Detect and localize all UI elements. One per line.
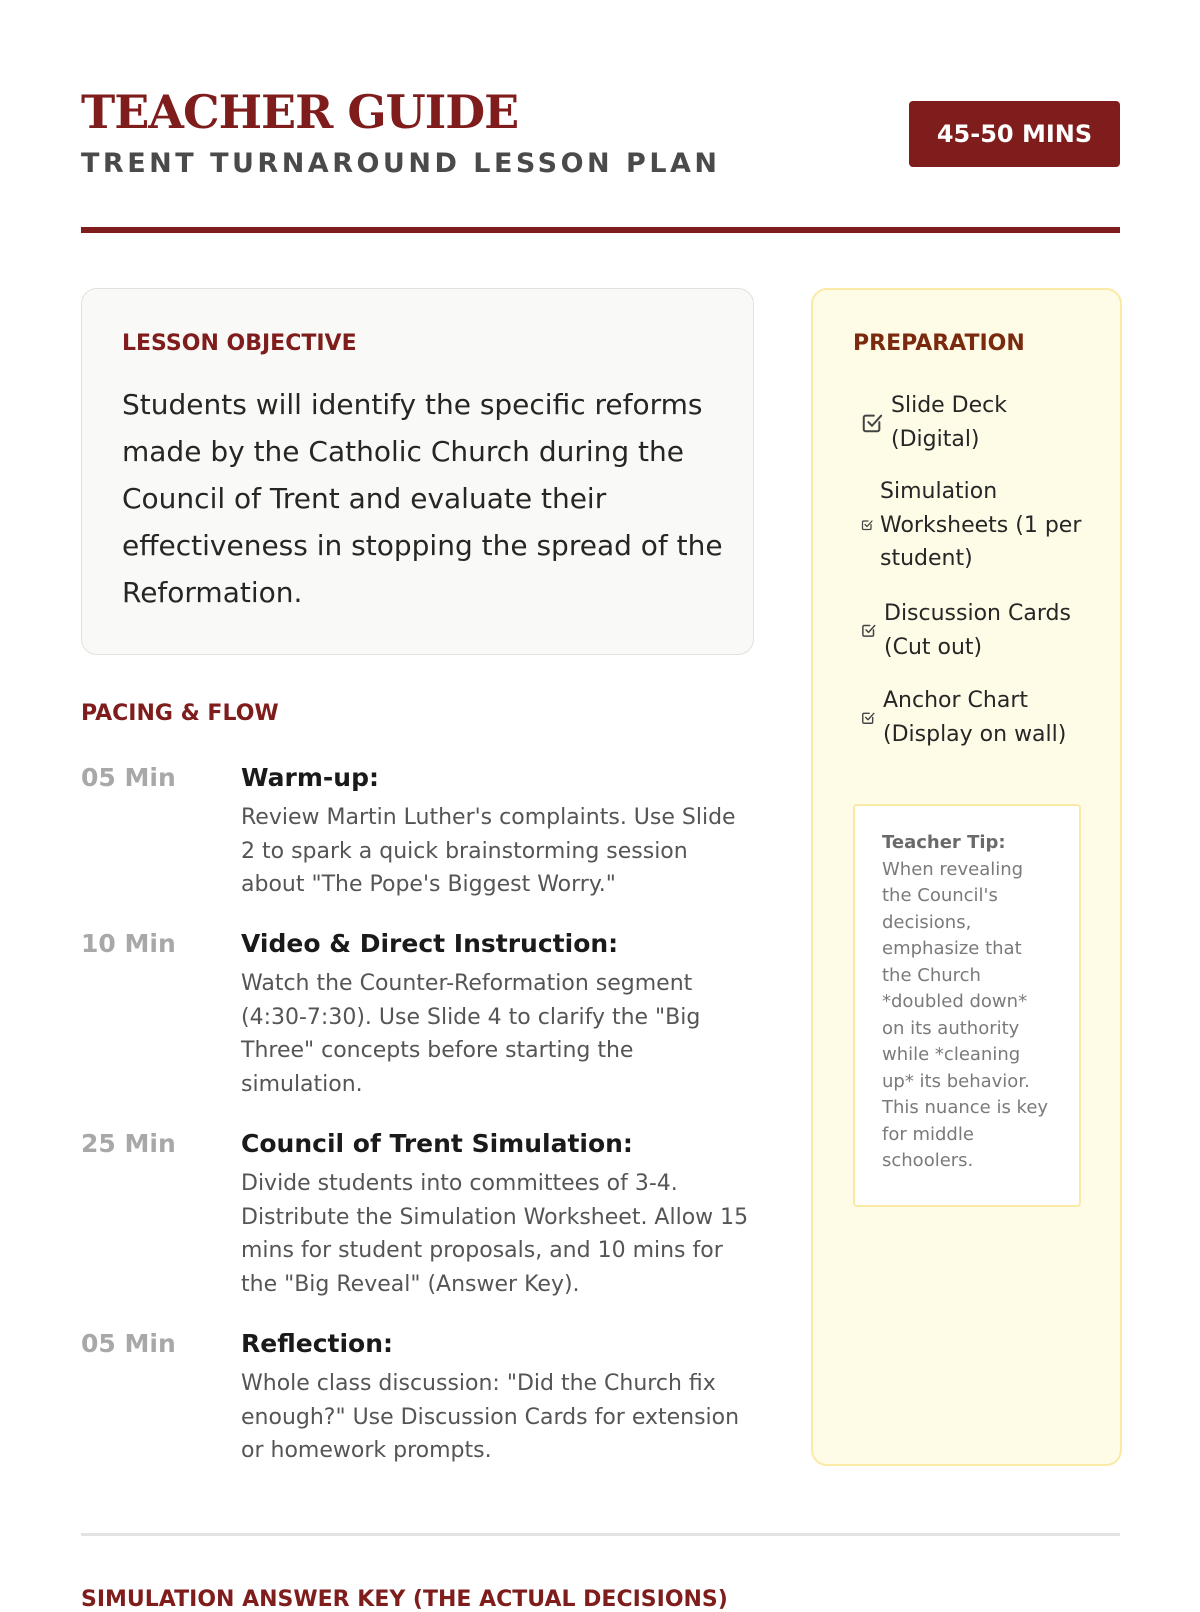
checkbox-checked-icon [853, 412, 891, 434]
teacher-tip-text: When revealing the Council's decisions, emphasize that the Church *doubled down* on its authority while *cleaning up* its behavior. This nuance is key for middle schoolers. [882, 858, 1049, 1171]
pacing-step-description: Divide students into committees of 3-4. Distribute the Simulation Worksheet. Allow 15 mins for student proposals, and 10 mins for the "Big Reveal" (Answer Key). [241, 1171, 749, 1297]
preparation-item-text: Discussion Cards (Cut out) [884, 601, 1071, 660]
lesson-objective-heading: LESSON OBJECTIVE [122, 331, 357, 356]
pacing-step-description: Review Martin Luther's complaints. Use Slide 2 to spark a quick brainstorming session about "The Pope's Biggest Worry." [241, 805, 736, 897]
duration-badge: 45-50 MINS [909, 101, 1120, 167]
pacing-step-title: Warm-up: [241, 763, 380, 792]
page-title: TEACHER GUIDE [81, 85, 519, 139]
pacing-heading: PACING & FLOW [81, 701, 279, 726]
teacher-tip-box [853, 804, 1081, 1207]
pacing-step-description: Watch the Counter-Reformation segment (4:30-7:30). Use Slide 4 to clarify the "Big Three" concepts before starting the simulation. [241, 971, 701, 1097]
preparation-item-text: Slide Deck (Digital) [891, 393, 1007, 452]
pacing-step-title: Video & Direct Instruction: [241, 929, 619, 958]
pacing-step-title: Reflection: [241, 1329, 394, 1358]
preparation-heading: PREPARATION [853, 331, 1025, 356]
pacing-step-time: 25 Min [81, 1129, 176, 1158]
preparation-item [853, 475, 1088, 576]
header-divider [81, 227, 1120, 233]
answer-key-heading: SIMULATION ANSWER KEY (THE ACTUAL DECISIONS) [81, 1587, 728, 1612]
section-divider [81, 1533, 1120, 1536]
lesson-objective-text: Students will identify the specific reforms made by the Catholic Church during the Council of Trent and evaluate their effectiveness in stopping the spread of the Reformation. [122, 388, 723, 609]
pacing-step-time: 05 Min [81, 1329, 176, 1358]
pacing-step-title: Council of Trent Simulation: [241, 1129, 633, 1158]
teacher-tip-heading: Teacher Tip: [882, 832, 1006, 853]
checkbox-checked-icon [853, 711, 883, 725]
checkbox-checked-icon [853, 623, 884, 638]
preparation-item [853, 389, 1088, 456]
preparation-item-text: Anchor Chart (Display on wall) [883, 688, 1067, 747]
preparation-item [853, 684, 1088, 751]
pacing-step-time: 05 Min [81, 763, 176, 792]
teacher-guide-page [81, 0, 1120, 1612]
page-subtitle: TRENT TURNAROUND LESSON PLAN [81, 148, 721, 179]
pacing-step-description: Whole class discussion: "Did the Church fix enough?" Use Discussion Cards for extension or homework prompts. [241, 1371, 740, 1463]
pacing-step-time: 10 Min [81, 929, 176, 958]
preparation-item [853, 597, 1088, 664]
preparation-item-text: Simulation Worksheets (1 per student) [880, 479, 1082, 571]
checkbox-checked-icon [853, 519, 880, 531]
